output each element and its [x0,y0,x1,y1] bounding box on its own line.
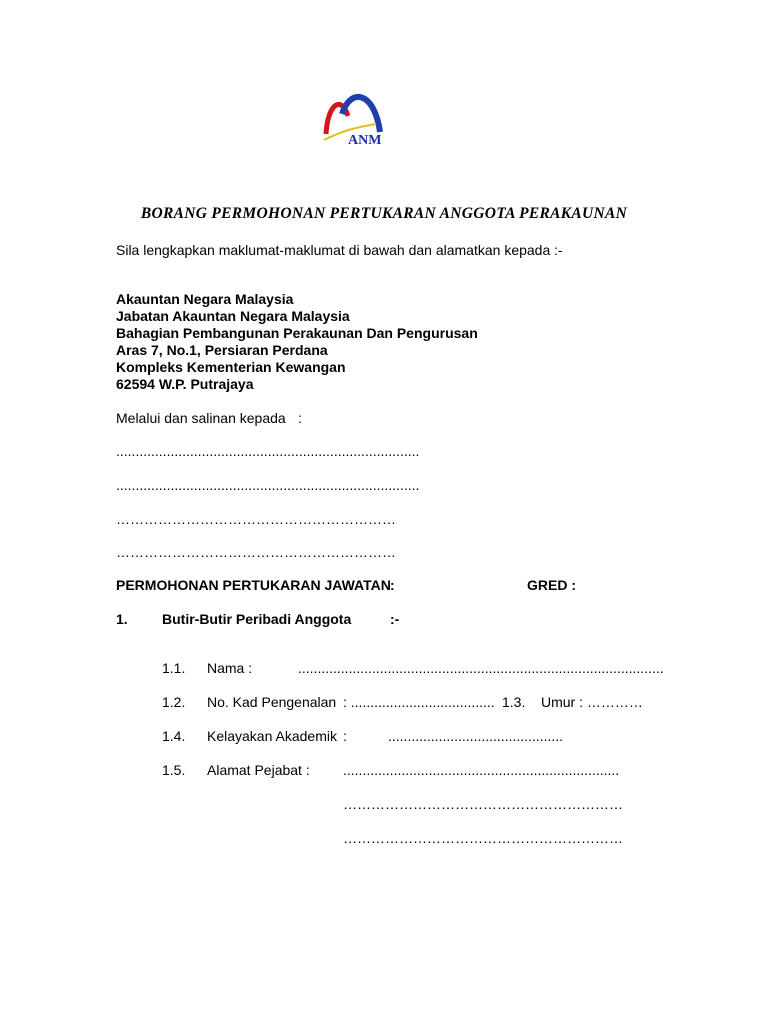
address-line: Akauntan Negara Malaysia [116,291,294,307]
address-line: Bahagian Pembangunan Perakaunan Dan Pengurusan [116,325,478,341]
anm-logo [322,92,386,150]
form-title: BORANG PERMOHONAN PERTUKARAN ANGGOTA PERAKAUNAN [140,205,628,222]
field-number: 1.1. [162,660,186,676]
office-address-field[interactable]: …………………………………………………… [343,830,623,846]
ic-field[interactable]: : ..................................... [343,694,495,710]
application-label: PERMOHONAN PERTUKARAN JAWATAN [116,577,391,593]
grade-label: GRED : [527,577,576,593]
intro-text: Sila lengkapkan maklumat-maklumat di bawah dan alamatkan kepada :- [116,242,563,258]
address-line: Aras 7, No.1, Persiaran Perdana [116,342,328,358]
address-line: Kompleks Kementerian Kewangan [116,359,346,375]
via-label: Melalui dan salinan kepada [116,410,286,426]
name-label: Nama : [207,660,253,676]
address-line: 62594 W.P. Putrajaya [116,376,254,392]
field-number: 1.4. [162,728,186,744]
ic-label: No. Kad Pengenalan [207,694,337,710]
via-blank-line[interactable]: …………………………………………………… [116,511,396,527]
section-colon: :- [390,611,400,627]
qualification-label: Kelayakan Akademik [207,728,337,744]
address-line: Jabatan Akauntan Negara Malaysia [116,308,350,324]
age-field[interactable]: Umur : ………… [541,694,643,710]
qualification-field[interactable]: ............................................. [388,728,564,744]
section-number: 1. [116,611,128,627]
qualification-colon: : [343,728,347,744]
name-field[interactable]: .............................................................................................. [298,660,664,676]
field-number: 1.2. [162,694,186,710]
office-address-field[interactable]: ....................................................................... [343,762,620,778]
section-heading: Butir-Butir Peribadi Anggota [162,611,352,627]
via-blank-line[interactable]: .............................................................................. [116,477,420,493]
field-number: 1.5. [162,762,186,778]
field-number: 1.3. [502,694,526,710]
via-blank-line[interactable]: .............................................................................. [116,443,420,459]
office-address-field[interactable]: …………………………………………………… [343,796,623,812]
logo-text: ANM [348,133,382,148]
office-address-label: Alamat Pejabat : [207,762,310,778]
application-colon: : [390,577,395,593]
via-colon: : [298,410,302,426]
via-blank-line[interactable]: …………………………………………………… [116,544,396,560]
